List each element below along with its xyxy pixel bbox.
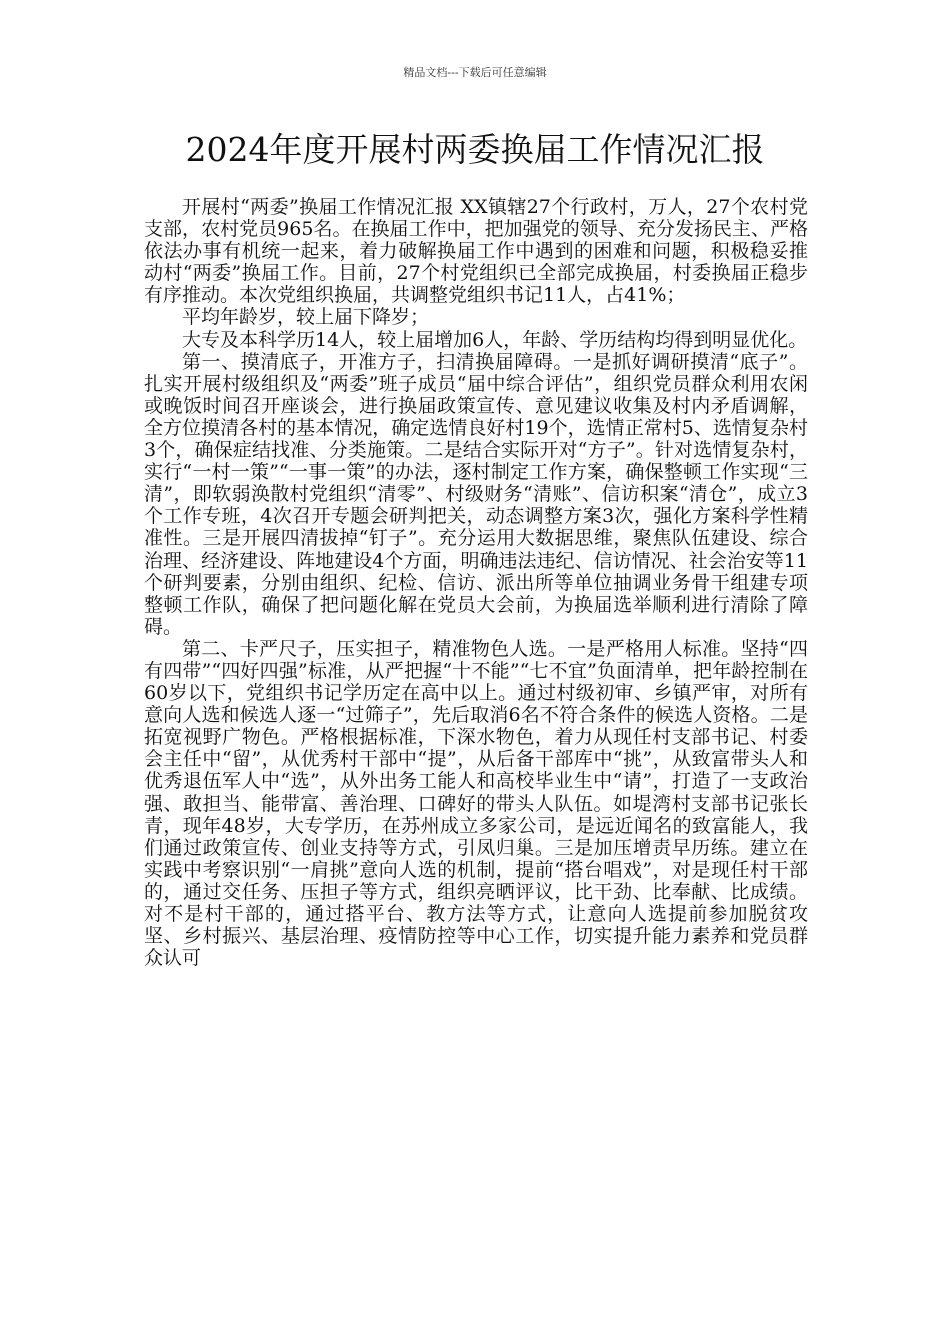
paragraph-intro: 开展村“两委”换届工作情况汇报 XX镇辖27个行政村，万人，27个农村党支部，农村党员965名。在换届工作中，把加强党的领导、充分发扬民主、严格依法办事有机统一起来，着力破解换届工作中遇到的困难和问题，积极稳妥推动村“两委”换届工作。目前，27个村党组织已全部完成换届，村委换届正稳步有序推动。本次党组织换届，共调整党组织书记11人，占41%； xyxy=(144,196,808,307)
paragraph-average-age: 平均年龄岁，较上届下降岁； xyxy=(182,306,430,329)
paragraph-section-two: 第二、卡严尺子，压实担子，精准物色人选。一是严格用人标准。坚持“四有四带”“四好四强”标准，从严把握“十不能”“七不宜”负面清单，把年龄控制在60岁以下，党组织书记学历定在高中以上。通过村级初审、乡镇严审，对所有意向人选和候选人逐一“过筛子”，先后取消6名不符合条件的候选人资格。二是拓宽视野广物色。严格根据标准，下深水物色，着力从现任村支部书记、村委会主任中“留”，从优秀村干部中“提”，从后备干部库中“挑”，从致富带头人和优秀退伍军人中“选”，从外出务工能人和高校毕业生中“请”，打造了一支政治强、敢担当、能带富、善治理、口碑好的带头人队伍。如堤湾村支部书记张长青，现年48岁，大专学历，在苏州成立多家公司，是远近闻名的致富能人，我们通过政策宣传、创业支持等方式，引凤归巢。三是加压增责早历练。建立在实践中考察识别“一肩挑”意向人选的机制，提前“搭台唱戏”，对是现任村干部的，通过交任务、压担子等方式，组织亮晒评议，比干劲、比奉献、比成绩。对不是村干部的，通过搭平台、教方法等方式，让意向人选提前参加脱贫攻坚、乡村振兴、基层治理、疫情防控等中心工作，切实提升能力素养和党员群众认可 xyxy=(144,637,808,970)
paragraph-section-one: 第一、摸清底子，开准方子，扫清换届障碍。一是抓好调研摸清“底子”。扎实开展村级组织及“两委”班子成员“届中综合评估”，组织党员群众利用农闲或晚饭时间召开座谈会，进行换届政策宣传、意见建议收集及村内矛盾调解，全方位摸清各村的基本情况，确定选情良好村19个，选情正常村5、选情复杂村3个，确保症结找准、分类施策。二是结合实际开对“方子”。针对选情复杂村，实行“一村一策”“一事一策”的办法，逐村制定工作方案，确保整顿工作实现“三清”，即软弱涣散村党组织“清零”、村级财务“清账”、信访积案“清仓”，成立3个工作专班，4次召开专题会研判把关，动态调整方案3次，强化方案科学性精准性。三是开展四清拔掉“钉子”。充分运用大数据思维，聚焦队伍建设、综合治理、经济建设、阵地建设4个方面，明确违法违纪、信访情况、社会治安等11个研判要素，分别由组织、纪检、信访、派出所等单位抽调业务骨干组建专项整顿工作队，确保了把问题化解在党员大会前，为换届选举顺利进行清除了障碍。 xyxy=(144,350,808,638)
page-header: 精品文档---下载后可任意编辑 xyxy=(403,66,547,79)
document-title: 2024年度开展村两委换届工作情况汇报 xyxy=(185,130,765,169)
document-body xyxy=(144,196,808,969)
paragraph-education: 大专及本科学历14人，较上届增加6人，年龄、学历结构均得到明显优化。 xyxy=(182,328,808,351)
